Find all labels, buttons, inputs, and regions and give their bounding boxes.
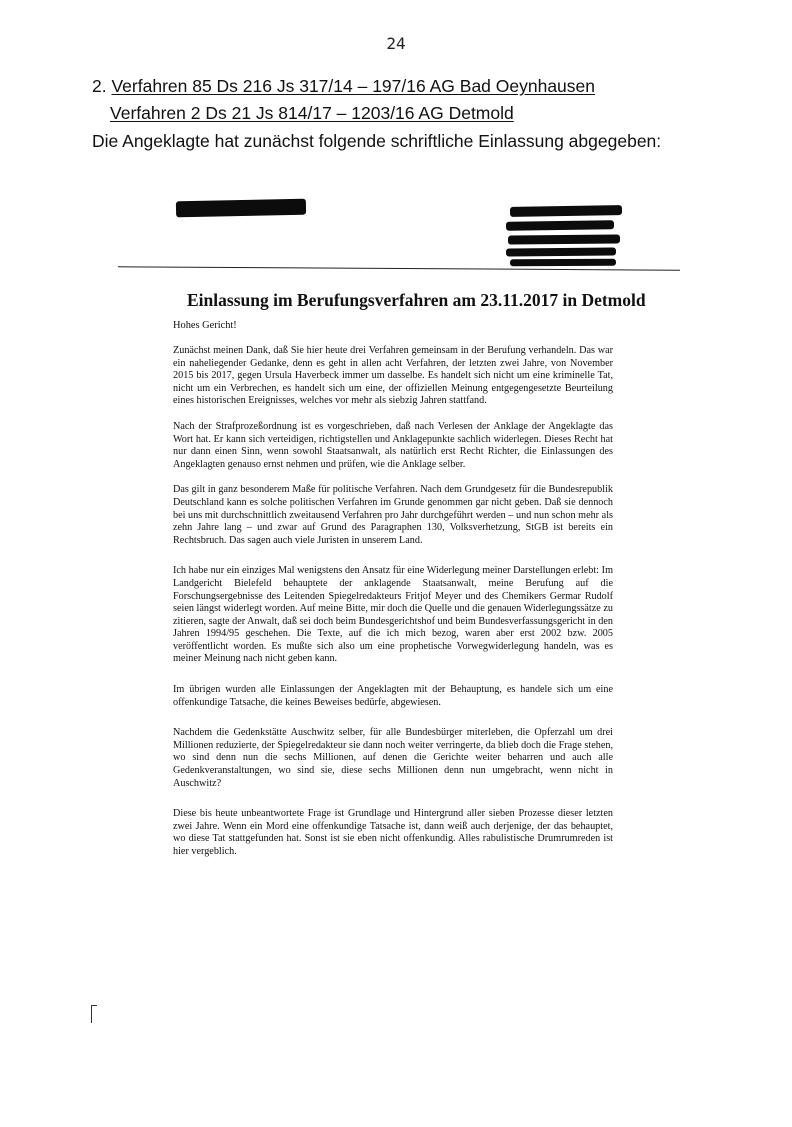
- page-number: 24: [386, 34, 406, 53]
- redacted-address-line: [510, 205, 622, 217]
- case-heading-2: [110, 103, 514, 124]
- intro-sentence: Die Angeklagte hat zunächst folgende schriftliche Einlassung abgegeben:: [92, 131, 662, 151]
- case-heading-1: [92, 76, 595, 97]
- letter-paragraph: Ich habe nur ein einziges Mal wenigstens den Ansatz für eine Widerlegung meiner Darstellungen erlebt: Im Landgericht Bielefeld behauptete der anklagende Staatsanwalt, meine Berufung auf die Forschungsergebnisse des Leitenden Spiegelredakteurs Fritjof Meyer und des Chemikers Germar Rudolf seien längst widerlegt worden. Auf meine Bitte, mir doch die Quelle und die genauen Widerlegungssätze zu zitieren, sagte der Anwalt, daß sei doch beim Bundesgerichtshof und beim Bundesverfassungsgericht in den Jahren 1994/95 geschehen. Die Texte, auf die ich mich bezog, waren aber erst 2002 bzw. 2005 veröffentlicht worden. Es mußte sich also um eine prophetische Vorwegwiderlegung handeln, was es meiner Meinung nach nicht geben kann.: [173, 565, 613, 665]
- scan-corner-mark: [91, 1005, 92, 1023]
- redacted-address-line: [506, 220, 614, 231]
- redacted-address-line: [510, 259, 616, 267]
- letter-paragraph: Das gilt in ganz besonderem Maße für politische Verfahren. Nach dem Grundgesetz für die Bundesrepublik Deutschland kann es solche politischen Verfahren im Grunde genommen gar nicht geben. Daß sie dennoch bei uns mit durchschnittlich zweitausend Verfahren pro Jahr durchgeführt werden – und nun schon mehr als zehn Jahre lang – und zwar auf Grund des Paragraphen 130, Volksverhetzung, StGB ist bereits ein Rechtsbruch. Das sagen auch viele Juristen in unserem Land.: [173, 484, 613, 546]
- letter-paragraph: Nach der Strafprozeßordnung ist es vorgeschrieben, daß nach Verlesen der Anklage der Angeklagte das Wort hat. Er kann sich verteidigen, richtigstellen und Anklagepunkte sachlich widerlegen. Dieses Recht hat nur dann einen Sinn, wenn sowohl Staatsanwalt, als natürlich erst Recht Richter, die Einlassungen des Angeklagten genauso ernst nehmen und prüfen, wie die Anklage selber.: [173, 420, 613, 470]
- redacted-address-line: [506, 248, 616, 257]
- letter-paragraph: Zunächst meinen Dank, daß Sie hier heute drei Verfahren gemeinsam in der Berufung verhandeln. Das war ein naheliegender Gedanke, denn es geht in allen acht Verfahren, der letzten zwei Jahre, von November 2015 bis 2017, gegen Ursula Haverbeck immer um dasselbe. Es handelt sich nicht um eine kriminelle Tat, nicht um ein Verbrechen, es handelt sich um eine, der offiziellen Meinung entgegengesetzte Beurteilung eines historischen Ereignisses, welches vor mehr als siebzig Jahren stattfand.: [173, 345, 613, 407]
- letter-paragraph: Nachdem die Gedenkstätte Auschwitz selber, für alle Bundesbürger miterleben, die Opferzahl um drei Millionen reduzierte, der Spiegelredakteur sie dann noch weiter verringerte, da blieb doch die Frage stehen, wo sind denn nun die sechs Millionen, auf denen die Gerichte weiter beharren und auch alle Gedenkveranstaltungen, wo sind sie, diese sechs Millionen denn nun umgebracht, wenn nicht in Auschwitz?: [173, 727, 613, 789]
- letterhead-divider: [118, 266, 680, 270]
- case-reference-1: Verfahren 85 Ds 216 Js 317/14 – 197/16 AG Bad Oeynhausen: [111, 76, 596, 96]
- letter-title: Einlassung im Berufungsverfahren am 23.11.2017 in Detmold: [187, 290, 646, 310]
- case-reference-2: Verfahren 2 Ds 21 Js 814/17 – 1203/16 AG Detmold: [110, 103, 514, 123]
- statement-letter: [173, 290, 646, 872]
- salutation: Hohes Gericht!: [173, 320, 237, 331]
- letter-paragraph: Im übrigen wurden alle Einlassungen der Angeklagten mit der Behauptung, es handele sich um eine offenkundige Tatsache, die keines Beweises bedürfe, abgewiesen.: [173, 684, 613, 708]
- redacted-sender-name: [176, 199, 306, 218]
- list-number: 2.: [92, 76, 112, 96]
- redacted-address-line: [508, 234, 620, 244]
- letter-paragraph: Diese bis heute unbeantwortete Frage ist Grundlage und Hintergrund aller sieben Prozesse dieser letzten zwei Jahre. Wenn ein Mord eine offenkundige Tatsache ist, dann weiß auch derjenige, der das behauptet, wo diese Tat stattgefunden hat. Sonst ist sie eben nicht offenkundig. Alles rabulistische Drumrumreden ist hier vergeblich.: [173, 808, 613, 857]
